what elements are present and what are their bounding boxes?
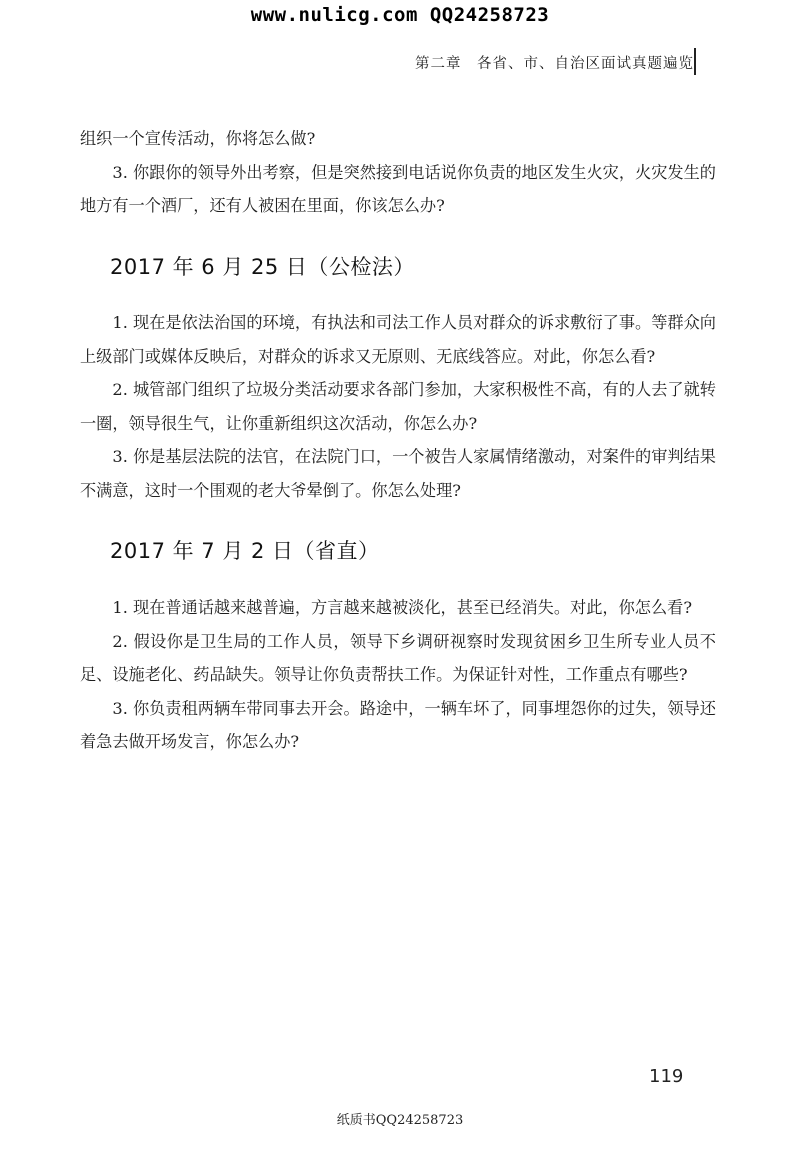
section-1-question-3: 3. 你是基层法院的法官，在法院门口，一个被告人家属情绪激动，对案件的审判结果不满意，这时一个围观的老大爷晕倒了。你怎么处理?	[80, 447, 716, 500]
intro-question-3: 3. 你跟你的领导外出考察，但是突然接到电话说你负责的地区发生火灾，火灾发生的地方有一个酒厂，还有人被困在里面，你该怎么办?	[80, 162, 716, 216]
section-2-question-2: 2. 假设你是卫生局的工作人员，领导下乡调研视察时发现贫困乡卫生所专业人员不足、设施老化、药品缺失。领导让你负责帮扶工作。为保证针对性，工作重点有哪些?	[80, 631, 716, 685]
section-1-question-2: 2. 城管部门组织了垃圾分类活动要求各部门参加，大家积极性不高，有的人去了就转一圈，领导很生气，让你重新组织这次活动，你怎么办?	[80, 380, 716, 433]
section-heading-2: 2017 年 7 月 2 日（省直）	[110, 539, 380, 563]
bottom-watermark: 纸质书QQ24258723	[336, 1113, 464, 1128]
running-head-rule	[694, 48, 696, 75]
continuation-paragraph: 组织一个宣传活动，你将怎么做?	[80, 129, 316, 148]
section-1-question-1: 1. 现在是依法治国的环境，有执法和司法工作人员对群众的诉求敷衍了事。等群众向上级部门或媒体反映后，对群众的诉求又无原则、无底线答应。对此，你怎么看?	[80, 313, 716, 366]
top-watermark: www.nulicg.com QQ24258723	[250, 4, 550, 26]
page-number: 119	[649, 1066, 684, 1087]
intro-block	[80, 122, 716, 223]
section-2-question-1: 1. 现在普通话越来越普遍，方言越来越被淡化，甚至已经消失。对此，你怎么看?	[112, 598, 693, 617]
running-head: 第二章 各省、市、自治区面试真题遍览	[415, 56, 694, 72]
section-heading-1: 2017 年 6 月 25 日（公检法）	[110, 255, 415, 279]
section-1-questions	[80, 306, 716, 508]
section-2-question-3: 3. 你负责租两辆车带同事去开会。路途中，一辆车坏了，同事埋怨你的过失，领导还着急去做开场发言，你怎么办?	[80, 698, 716, 752]
section-2-questions	[80, 591, 716, 759]
